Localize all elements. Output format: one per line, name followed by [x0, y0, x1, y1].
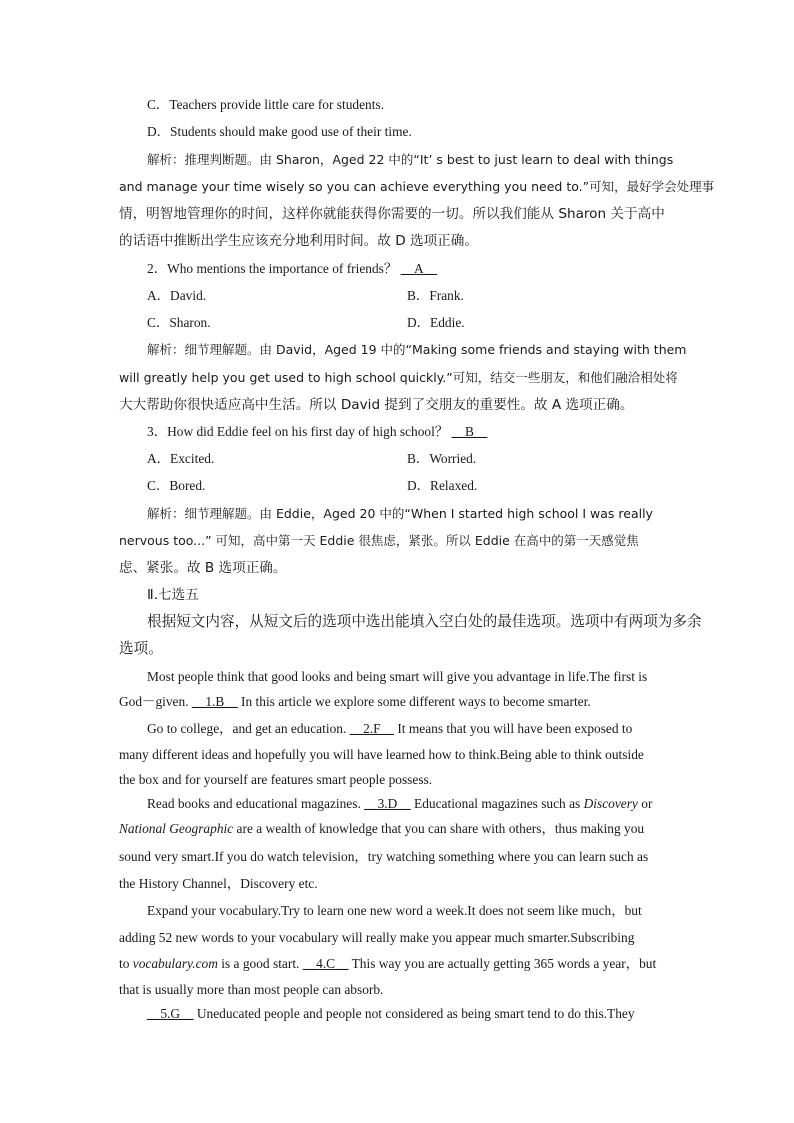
passage-text: or — [641, 796, 653, 811]
q3-option-d: D．Relaxed. — [407, 478, 478, 493]
website-name: vocabulary.com — [132, 956, 218, 971]
passage-text: to — [119, 956, 133, 971]
q2-explanation-line: 大大帮助你很快适应高中生活。所以 David 提到了交朋友的重要性。故 A 选项正确。 — [119, 397, 634, 413]
passage-text: are a wealth of knowledge that you can share with others，thus making you — [236, 821, 645, 836]
blank-4-answer: __4.C__ — [302, 956, 349, 971]
passage-text: Uneducated people and people not considered as being smart tend to do this.They — [196, 1006, 635, 1021]
q2-explanation-text: 解析：细节理解题。由 David，Aged 19 中的“Making some friends and staying with them — [147, 342, 687, 357]
q2-option-d: D．Eddie. — [407, 315, 465, 330]
q2-explanation-text: will greatly help you get used to high school quickly.”可知，结交一些朋友，和他们融洽相处将 — [119, 370, 678, 385]
q2-answer: __A__ — [400, 261, 438, 276]
passage-line — [119, 693, 675, 711]
passage-line: Most people think that good looks and being smart will give you advantage in life.The first is — [147, 669, 648, 684]
q1-explanation-line — [119, 178, 715, 196]
passage-line: the History Channel，Discovery etc. — [119, 876, 318, 891]
q1-option-d: D．Students should make good use of their time. — [147, 124, 412, 139]
q1-option-c: C．Teachers provide little care for students. — [147, 97, 385, 112]
magazine-title: National Geographic — [119, 821, 234, 836]
passage-text: Educational magazines such as — [414, 796, 584, 811]
q3-answer: __B__ — [451, 424, 488, 439]
passage-line — [147, 1005, 675, 1023]
q3-explanation-line — [119, 532, 675, 550]
q3-stem-text: 3．How did Eddie feel on his first day of high school？ — [147, 424, 449, 439]
q2-stem-text: 2．Who mentions the importance of friends？ — [147, 261, 398, 276]
blank-1-answer: __1.B__ — [191, 694, 238, 709]
passage-text: This way you are actually getting 365 words a year，but — [351, 956, 657, 971]
blank-5-answer: __5.G__ — [147, 1006, 194, 1021]
passage-text: In this article we explore some different ways to become smarter. — [241, 694, 591, 709]
q1-explanation-line: 情，明智地管理你的时间，这样你就能获得你需要的一切。所以我们能从 Sharon 关于高中 — [119, 206, 665, 222]
section-instructions-line: 根据短文内容，从短文后的选项中选出能填入空白处的最佳选项。选项中有两项为多余 — [147, 613, 702, 630]
q2-option-c: C．Sharon. — [147, 315, 211, 330]
passage-line — [119, 820, 675, 838]
passage-line: the box and for yourself are features smart people possess. — [119, 772, 433, 787]
q2-explanation-line — [147, 341, 687, 359]
section-heading: Ⅱ.七选五 — [147, 587, 199, 603]
q3-stem — [147, 423, 703, 441]
q3-option-b: B．Worried. — [407, 451, 477, 466]
q2-stem — [147, 260, 703, 278]
magazine-title: Discovery — [583, 796, 638, 811]
passage-line — [147, 795, 675, 813]
passage-line: adding 52 new words to your vocabulary will really make you appear much smarter.Subscribing — [119, 930, 635, 945]
q3-option-c: C．Bored. — [147, 478, 206, 493]
passage-text: Go to college，and get an education. — [147, 721, 347, 736]
q1-explanation-text: and manage your time wisely so you can achieve everything you need to.”可知，最好学会处理事 — [119, 179, 715, 194]
passage-text: is a good start. — [221, 956, 300, 971]
passage-line — [119, 955, 675, 973]
passage-line: sound very smart.If you do watch television，try watching something where you can learn such as — [119, 849, 649, 864]
passage-line: Expand your vocabulary.Try to learn one new word a week.It does not seem like much，but — [147, 903, 642, 918]
q3-explanation-line — [147, 505, 675, 523]
q3-explanation-line: 虑、紧张。故 B 选项正确。 — [119, 560, 287, 576]
blank-2-answer: __2.F__ — [349, 721, 394, 736]
q1-explanation-line: 的话语中推断出学生应该充分地利用时间。故 D 选项正确。 — [119, 233, 478, 249]
q3-explanation-text: 解析：细节理解题。由 Eddie，Aged 20 中的“When I started high school I was really — [147, 506, 653, 521]
q2-option-a: A．David. — [147, 288, 207, 303]
passage-line — [147, 720, 675, 738]
q3-explanation-text: nervous too...” 可知，高中第一天 Eddie 很焦虑，紧张。所以 Eddie 在高中的第一天感觉焦 — [119, 533, 639, 548]
q1-explanation-text: 解析：推理判断题。由 Sharon，Aged 22 中的“It’ s best to just learn to deal with things — [147, 152, 674, 167]
section-instructions-line: 选项。 — [119, 640, 163, 657]
passage-text: God－given. — [119, 694, 189, 709]
q3-option-a: A．Excited. — [147, 451, 215, 466]
passage-line: that is usually more than most people can absorb. — [119, 982, 384, 997]
passage-text: Read books and educational magazines. — [147, 796, 361, 811]
q2-option-b: B．Frank. — [407, 288, 464, 303]
q2-explanation-line — [119, 369, 678, 387]
q1-explanation-line — [147, 151, 675, 169]
blank-3-answer: __3.D__ — [364, 796, 411, 811]
passage-text: It means that you will have been exposed to — [397, 721, 633, 736]
passage-line: many different ideas and hopefully you will have learned how to think.Being able to think outside — [119, 747, 644, 762]
